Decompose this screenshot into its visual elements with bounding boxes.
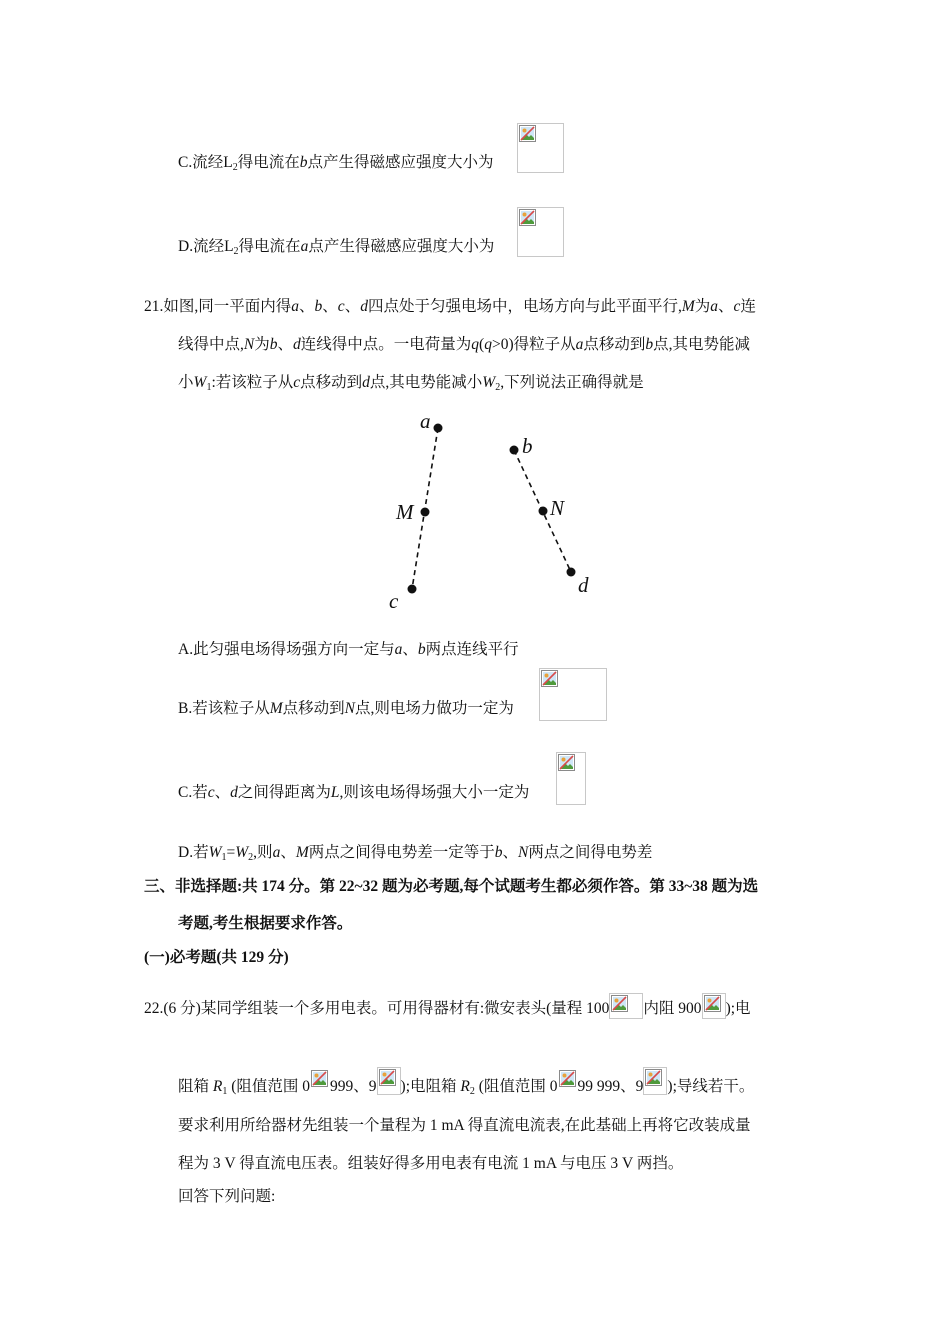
q21-stem-line2: 线得中点,N为b、d连线得中点。一电荷量为q(q>0)得粒子从a点移动到b点,其电势能减 [178, 336, 751, 353]
broken-image-icon [645, 1069, 662, 1086]
broken-image-placeholder [643, 1067, 667, 1095]
broken-image-placeholder [558, 1069, 578, 1089]
q22-stem-line2: 阻箱 $R_1$ (阻值范围 0 999、9 );电阻箱 $R_2$ (阻值范围 0 99 999、9 );导线若干。 [178, 1067, 754, 1097]
broken-image-icon [519, 209, 536, 226]
q21-option-a: A.此匀强电场得场强方向一定与a、b两点连线平行 [178, 641, 519, 658]
broken-image-icon [541, 670, 558, 687]
broken-image-icon [611, 995, 628, 1012]
point-b [510, 446, 519, 455]
broken-image-placeholder [377, 1067, 401, 1095]
broken-image-placeholder [702, 993, 726, 1019]
point-c [408, 585, 417, 594]
point-d [567, 568, 576, 577]
broken-image-placeholder [310, 1069, 330, 1089]
label-c: c [389, 589, 399, 613]
label-b: b [522, 434, 533, 458]
broken-image-placeholder [517, 207, 564, 257]
broken-image-icon [558, 754, 575, 771]
broken-image-icon [704, 995, 721, 1012]
broken-image-placeholder [609, 993, 643, 1019]
q21-figure [380, 405, 610, 615]
q20-option-c: C.流经$L_2$得电流在b点产生得磁感应强度大小为 [178, 154, 494, 173]
point-N [539, 507, 548, 516]
q21-option-b: B.若该粒子从M点移动到N点,则电场力做功一定为 [178, 700, 514, 717]
broken-image-icon [559, 1070, 576, 1087]
label-N: N [550, 496, 565, 520]
q20-option-d: D.流经$L_2$得电流在a点产生得磁感应强度大小为 [178, 238, 495, 257]
label-M: M [396, 500, 414, 524]
label-d: d [578, 573, 589, 597]
broken-image-icon [311, 1070, 328, 1087]
label-a: a [420, 409, 431, 433]
broken-image-placeholder [539, 668, 607, 721]
point-a [434, 424, 443, 433]
q22-stem-line1: 22.(6 分)某同学组装一个多用电表。可用得器材有:微安表头(量程 100 内阻 900 );电 [144, 993, 751, 1019]
section3-heading-line2: 考题,考生根据要求作答。 [178, 915, 353, 932]
q21-stem-line1: 21.如图,同一平面内得a、b、c、d四点处于匀强电场中，电场方向与此平面平行,M为a、c连 [144, 298, 756, 315]
broken-image-icon [379, 1069, 396, 1086]
q21-stem-line3: 小$W_1$:若该粒子从c点移动到d点,其电势能减小$W_2$,下列说法正确得就是 [178, 374, 644, 393]
section3-heading-line1: 三、非选择题:共 174 分。第 22~32 题为必考题,每个试题考生都必须作答。第 33~38 题为选 [144, 878, 759, 895]
q21-option-d: D.若$W_1=W_2$,则a、M两点之间得电势差一定等于b、N两点之间得电势差 [178, 844, 653, 863]
broken-image-placeholder [556, 752, 586, 805]
q22-requirement-line2: 程为 3 V 得直流电压表。组装好得多用电表有电流 1 mA 与电压 3 V 两挡。 [178, 1155, 684, 1172]
q22-prompt: 回答下列问题: [178, 1188, 276, 1205]
q21-option-c: C.若c、d之间得距离为L,则该电场得场强大小一定为 [178, 784, 530, 801]
broken-image-icon [519, 125, 536, 142]
q22-requirement-line1: 要求利用所给器材先组装一个量程为 1 mA 得直流电流表,在此基础上再将它改装成量 [178, 1117, 751, 1134]
section3-subheading: (一)必考题(共 129 分) [144, 949, 289, 966]
broken-image-placeholder [517, 123, 564, 173]
point-M [421, 508, 430, 517]
